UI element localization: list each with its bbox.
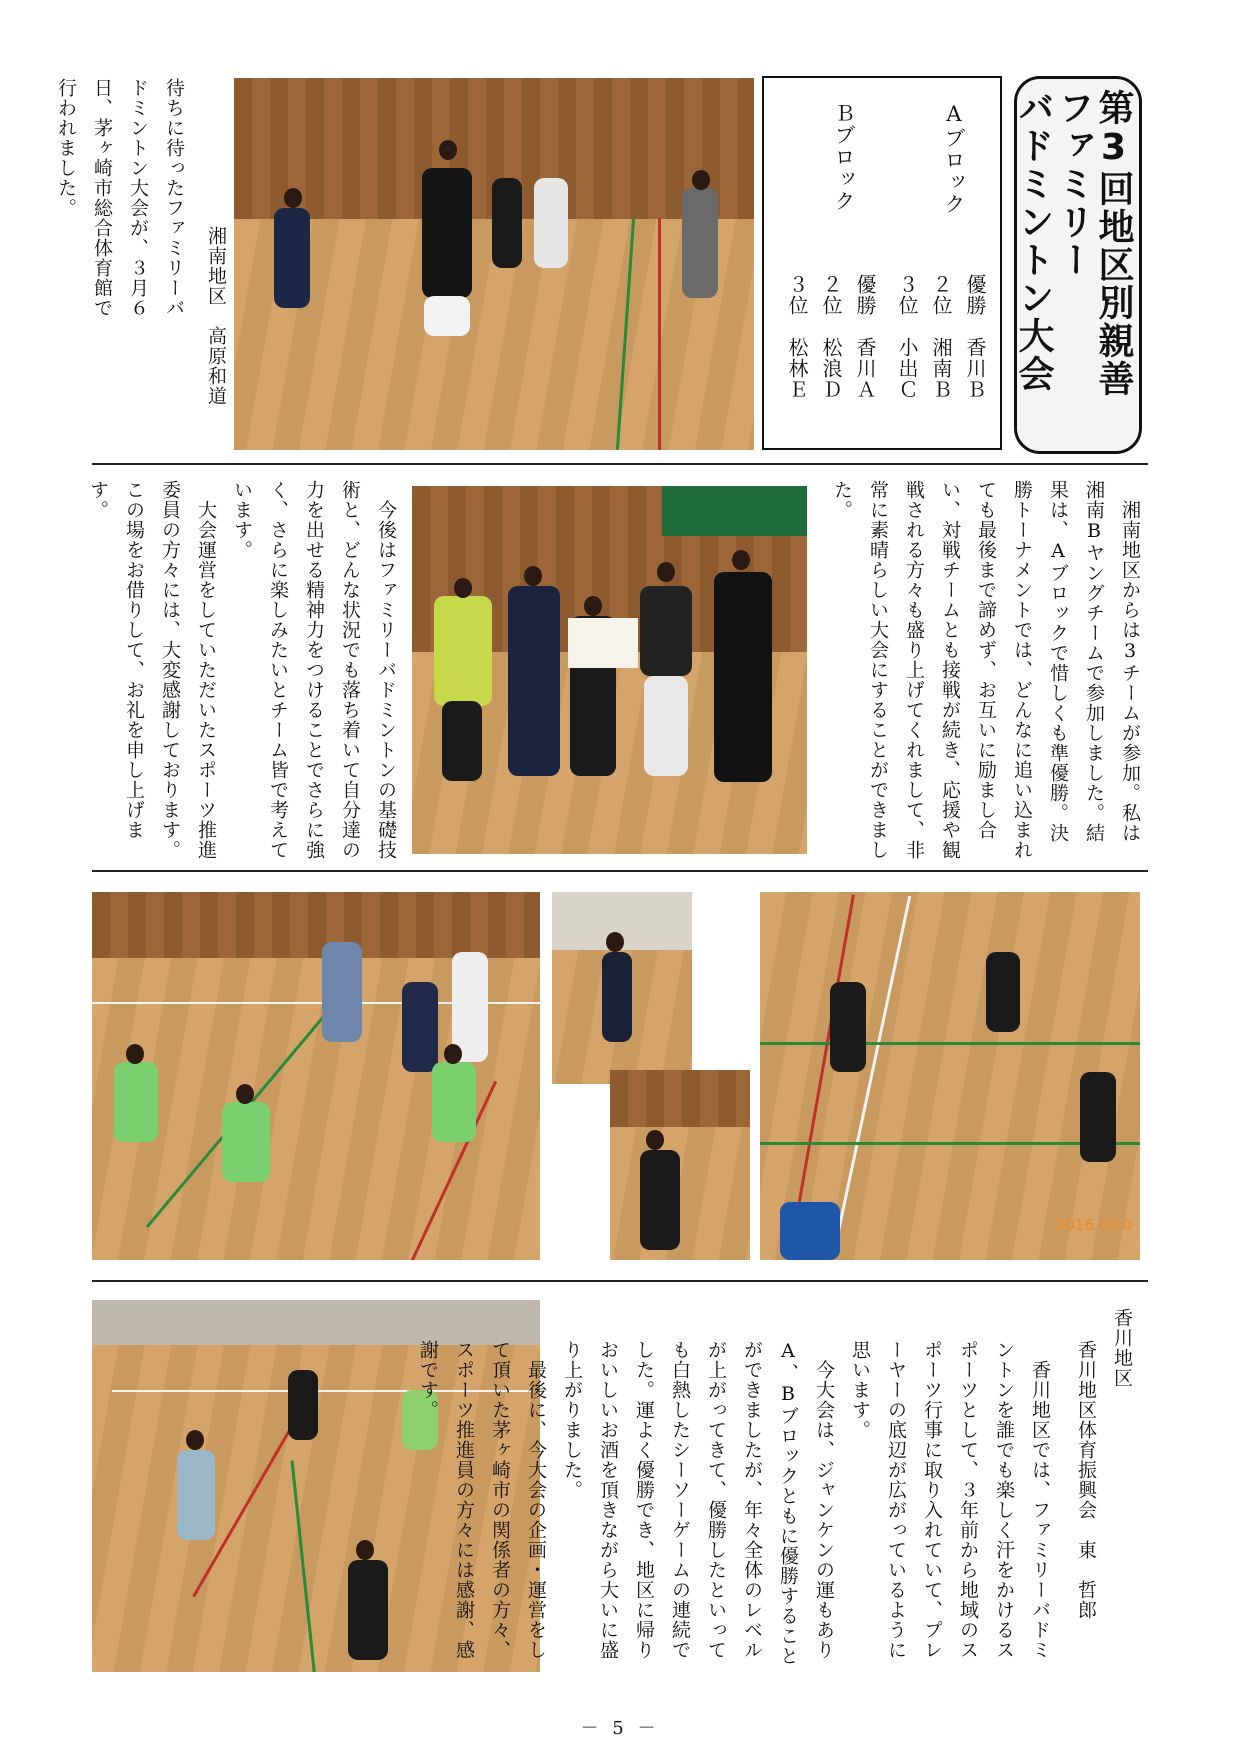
photo-match-2 [92, 892, 540, 1260]
block-b-results: 優勝 香川Ａ ２位 松浪Ｄ ３位 松林Ｅ [785, 274, 877, 400]
article1-intro: 待ちに待ったファミリーバドミントン大会が、３月６日、茅ヶ崎市総合体育館で行われました。 [55, 78, 185, 318]
article1-body-right: 湘南地区からは3チームが参加。私は湘南Bヤングチームで参加しました。結果は、Aブロックで惜しくも準優勝。決勝トーナメントでは、どんなに追い込まれても最後まで諦めず、お互いに励まし合い、対戦チームとも接戦が続き、応援や観戦される方々も盛り上げてくれまして、非常に素晴らしい大会にすることができました。 [831, 480, 1141, 860]
page-title: 第3回地区別親善 ファミリー バドミントン大会 [1013, 89, 1134, 398]
article1-body-left: 今後はファミリーバドミントンの基礎技術と、どんな状況でも落ち着いて自分達の力を出せる精神力をつけることでさらに強く、さらに楽しみたいとチーム皆で考えています。 大会運営をしていただいたスポーツ推進委員の方々には、大変感謝しております。この場をお借りして、お礼を申し上げます。 [87, 480, 397, 860]
block-a-label: Aブロック [942, 102, 966, 215]
title-box [1014, 76, 1142, 454]
divider-3 [92, 1280, 1148, 1282]
photo-team-award [412, 486, 807, 854]
article2-author: 香川地区体育振興会 東 哲郎 [1075, 1340, 1097, 1620]
article1-author: 湘南地区 高原和道 [205, 226, 227, 406]
divider-2 [92, 870, 1148, 872]
page-number: － 5 － [580, 1718, 660, 1739]
divider-1 [92, 463, 1148, 465]
block-b-label: Ｂブロック [832, 102, 856, 212]
article2-district: 香川地区 [1111, 1308, 1133, 1388]
photo-match-3 [760, 892, 1140, 1260]
block-a-results: 優勝 香川Ｂ ２位 湘南Ｂ ３位 小出Ｃ [895, 274, 987, 400]
article2-body: 香川地区では、ファミリーバドミントンを誰でも楽しく汗をかけるスポーツとして、３年前から地域のスポーツ行事に取り入れていて、プレーヤーの底辺が広がっているように思います。 今大会は、ジャンケンの運もありA、Bブロックともに優勝することができましたが、年々全体のレベルが上がってきて、優勝したといっても白熱したシーソーゲームの連続でした。運よく優勝でき、地区に帰りおいしいお酒を頂きながら大いに盛り上がりました。 最後に、今大会の企画・運営をして頂いた茅ヶ崎市の関係者の方々、スポーツ推進員の方々には感謝、感謝です。 [417, 1340, 1051, 1666]
results-box [762, 76, 1002, 450]
photo-match-1 [234, 78, 754, 450]
photo-date-stamp: 2016.03.0 [1055, 1216, 1132, 1234]
photo-player-smash [552, 892, 692, 1084]
photo-player-return [610, 1070, 750, 1260]
